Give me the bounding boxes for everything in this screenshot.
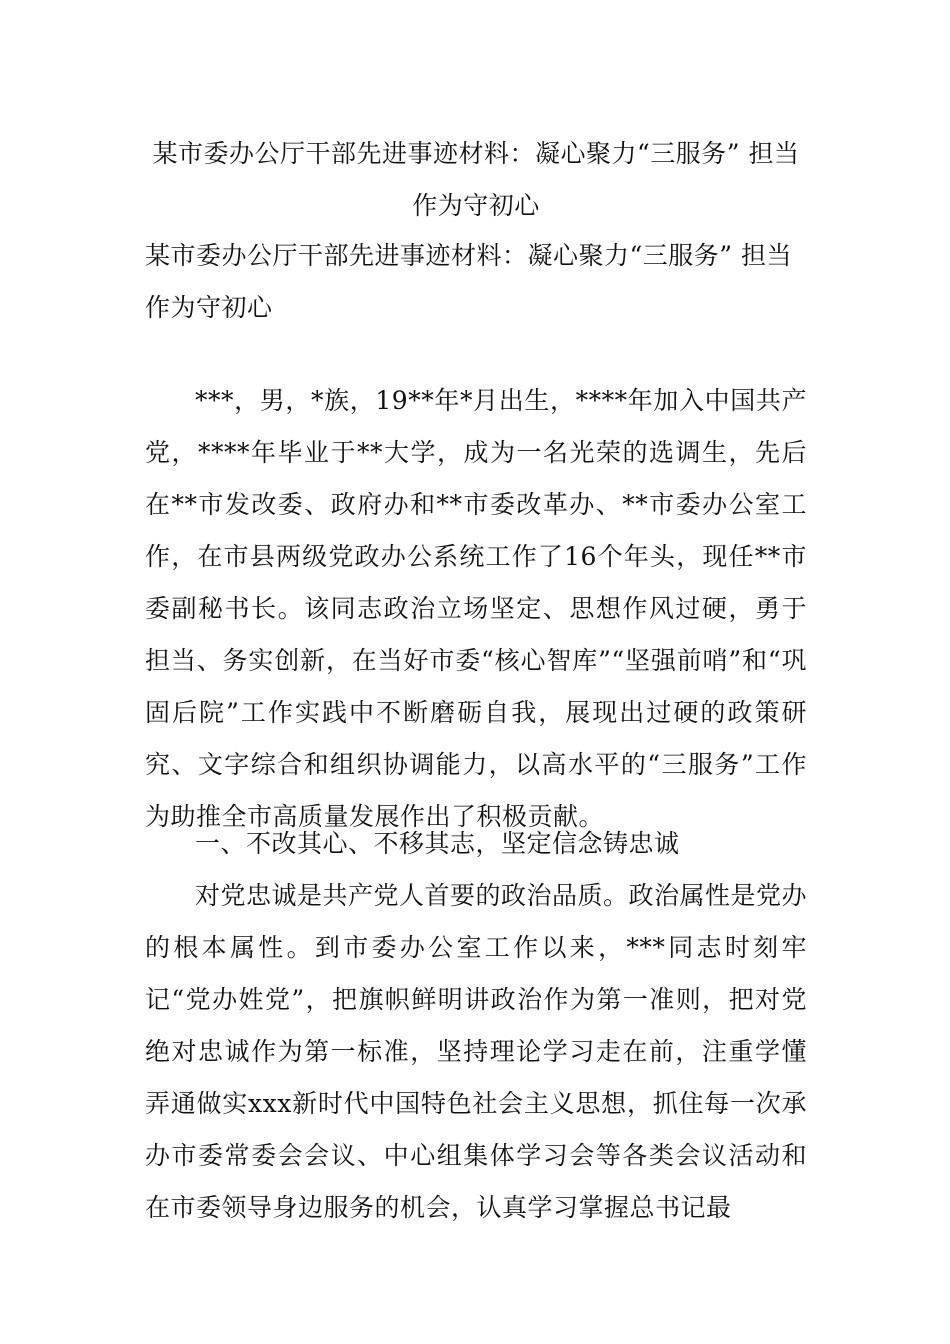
document-subtitle: 某市委办公厅干部先进事迹材料：凝心聚力“三服务” 担当作为守初心 (145, 241, 793, 322)
body-paragraph-2: 对党忠诚是共产党人首要的政治品质。政治属性是党办的根本属性。到市委办公室工作以来，***同志时刻牢记“党办姓党”，把旗帜鲜明讲政治作为第一准则，把对党绝对忠诚作为第一标准，坚持理论学习走在前，注重学懂弄通做实xxx新时代中国特色社会主义思想，抓住每一次承办市委常委会会议、中心组集体学习会等各类会议活动和在市委领导身边服务的机会，认真学习掌握总书记最 (145, 881, 808, 1222)
section-heading-1: 一、不改其心、不移其志，坚定信念铸忠诚 (195, 829, 680, 858)
document-title: 某市委办公厅干部先进事迹材料：凝心聚力“三服务” 担当作为守初心 (152, 139, 800, 220)
body-paragraph-1: ***，男，*族，19**年*月出生，****年加入中国共产党，****年毕业于**大学，成为一名光荣的选调生，先后在**市发改委、政府办和**市委改革办、**市委办公室工作，在市县两级党政办公系统工作了16个年头，现任**市委副秘书长。该同志政治立场坚定、思想作风过硬，勇于担当、务实创新，在当好市委“核心智库”“坚强前哨”和“巩固后院”工作实践中不断磨砺自我，展现出过硬的政策研究、文字综合和组织协调能力，以高水平的“三服务”工作为助推全市高质量发展作出了积极贡献。 (145, 386, 807, 831)
